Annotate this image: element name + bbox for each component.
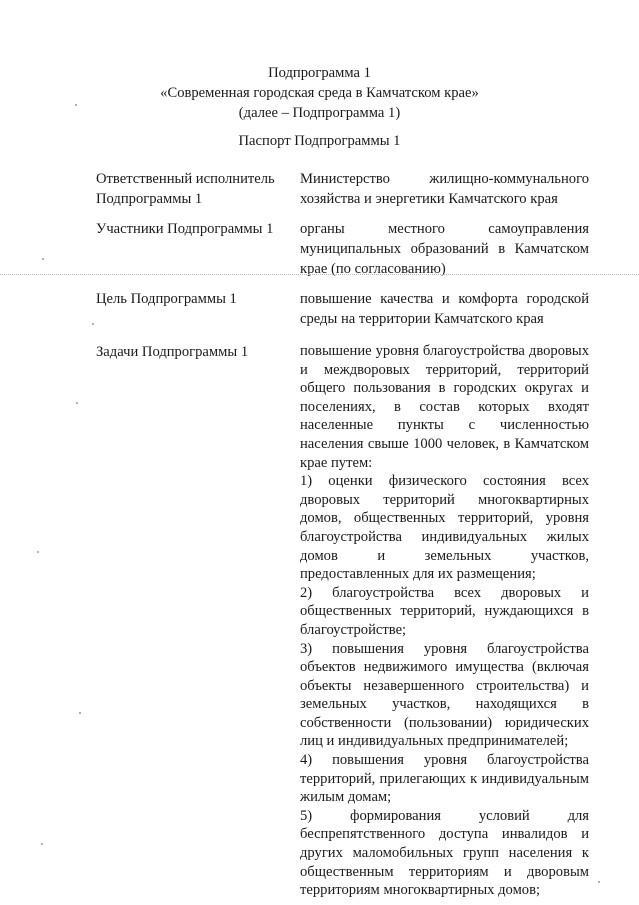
scan-speck bbox=[75, 104, 77, 106]
heading-line-2: «Современная городская среда в Камчатском крае» bbox=[160, 85, 479, 101]
row-value bbox=[300, 219, 589, 279]
row-label bbox=[96, 342, 296, 362]
scan-speck bbox=[76, 402, 78, 404]
row-value bbox=[300, 342, 589, 900]
subprogram-heading bbox=[0, 63, 639, 123]
row-value-paragraph: 4) повышения уровня благоустройства территорий, прилегающих к индивидуальным жилым домам; bbox=[300, 752, 589, 806]
row-label-line: Цель Подпрограммы 1 bbox=[96, 291, 237, 307]
scan-speck bbox=[598, 881, 600, 883]
row-value bbox=[300, 169, 589, 209]
row-value bbox=[300, 289, 589, 329]
row-label bbox=[96, 169, 296, 209]
row-label bbox=[96, 289, 296, 309]
passport-title: Паспорт Подпрограммы 1 bbox=[238, 133, 401, 149]
scan-fold-line bbox=[0, 274, 639, 275]
row-value-paragraph: 2) благоустройства всех дворовых и общественных территорий, нуждающихся в благоустройстве; bbox=[300, 584, 589, 638]
row-label-line: Ответственный исполнитель bbox=[96, 171, 275, 187]
row-value-paragraph: 1) оценки физического состояния всех дворовых территорий многоквартирных домов, общественных территорий, уровня благоустройства индивидуальных жилых домов и земельных участков, предоставленных для их размещения; bbox=[300, 473, 589, 583]
row-value-paragraph: 5) формирования условий для беспрепятственного доступа инвалидов и других маломобильных групп населения к общественным территориям и дворовым территориям многоквартирных домов; bbox=[300, 807, 589, 899]
heading-line-1: Подпрограмма 1 bbox=[268, 65, 371, 81]
row-label-line: Участники Подпрограммы 1 bbox=[96, 221, 274, 237]
scan-speck bbox=[42, 258, 44, 260]
row-value-paragraph: 3) повышения уровня благоустройства объектов недвижимого имущества (включая объекты незавершенного строительства) и земельных участков, находящихся в собственности (пользовании) юридических лиц и индивидуальных предпринимателей; bbox=[300, 640, 589, 750]
row-label-line: Задачи Подпрограммы 1 bbox=[96, 344, 249, 360]
heading-line-3: (далее – Подпрограмма 1) bbox=[238, 105, 401, 121]
row-value-paragraph: повышение качества и комфорта городской среды на территории Камчатского края bbox=[300, 291, 589, 327]
row-value-paragraph: Министерство жилищно-коммунального хозяйства и энергетики Камчатского края bbox=[300, 171, 589, 207]
row-value-paragraph: повышение уровня благоустройства дворовых и междворовых территорий, территорий общего пользования в городских округах и поселениях, в состав которых входят населенные пункты с численностью населения свыше 1000 человек, в Камчатском крае путем: bbox=[300, 343, 589, 471]
row-value-paragraph: органы местного самоуправления муниципальных образований в Камчатском крае (по согласованию) bbox=[300, 221, 589, 277]
scan-speck bbox=[92, 323, 94, 325]
scan-speck bbox=[79, 712, 81, 714]
row-label-line: Подпрограммы 1 bbox=[96, 191, 203, 207]
row-label bbox=[96, 219, 296, 239]
scan-speck bbox=[37, 551, 39, 553]
scan-speck bbox=[41, 843, 43, 845]
